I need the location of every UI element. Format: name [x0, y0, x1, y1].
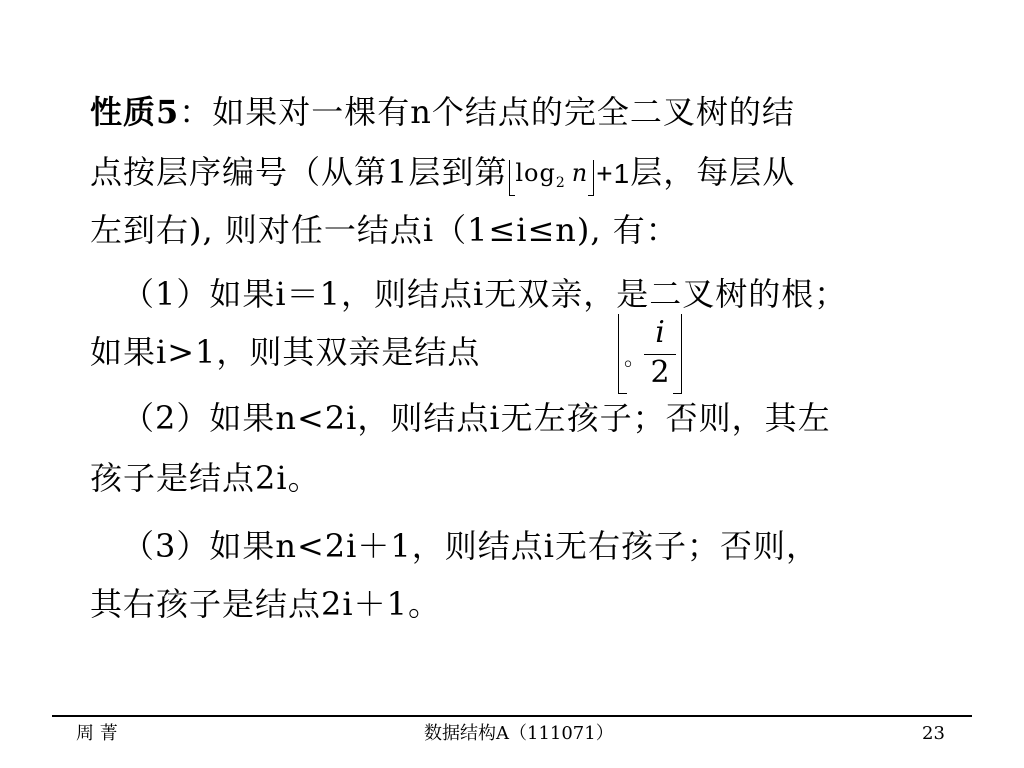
- property-text-3: 左到右), 则对任一结点i（1≤i≤n), 有：: [90, 211, 679, 249]
- fraction-denominator: 2: [650, 355, 670, 390]
- rule-2-text-2: 孩子是结点2i。: [90, 459, 321, 497]
- rule-1-text-1: （1）如果i＝1，则结点i无双亲，是二叉树的根；: [122, 275, 848, 313]
- property-line-3: [90, 210, 679, 250]
- footer-course: 数据结构A（111071）: [424, 723, 614, 744]
- rule-2-line-2: [90, 458, 321, 498]
- property-line-2: [90, 152, 795, 198]
- rule-3-line-1: [122, 526, 819, 566]
- rule-3-line-2: [90, 584, 441, 624]
- log-base: 2: [555, 174, 566, 191]
- floor-fraction-i-over-2: [614, 314, 686, 394]
- plus-one: +1: [596, 158, 631, 189]
- footer-divider: [52, 715, 972, 717]
- rule-2-line-1: [122, 398, 831, 438]
- fraction-numerator: i: [655, 315, 665, 350]
- floor-log-expression: [509, 158, 594, 198]
- property-line-1: [90, 92, 795, 132]
- period-mark: 。: [624, 346, 647, 371]
- rule-1-line-2: [90, 332, 480, 372]
- rule-2-text-1: （2）如果n<2i，则结点i无左孩子；否则，其左: [122, 399, 831, 437]
- property-text-2a: 点按层序编号（从第1层到第: [90, 153, 508, 191]
- property-text-2b: 层，每层从: [630, 153, 796, 191]
- rule-3-text-1: （3）如果n<2i＋1，则结点i无右孩子；否则，: [122, 527, 819, 565]
- rule-1-line-1: [122, 274, 847, 314]
- log-arg: n: [571, 159, 589, 187]
- rule-3-text-2: 其右孩子是结点2i＋1。: [90, 585, 441, 623]
- property-label: 性质5: [90, 93, 180, 131]
- property-text-1: ：如果对一棵有n个结点的完全二叉树的结: [179, 93, 795, 131]
- log-text: log: [515, 159, 556, 187]
- footer-page-number: 23: [922, 723, 945, 744]
- rule-1-text-2: 如果i>1，则其双亲是结点: [90, 333, 481, 371]
- footer-author: 周 菁: [76, 723, 118, 744]
